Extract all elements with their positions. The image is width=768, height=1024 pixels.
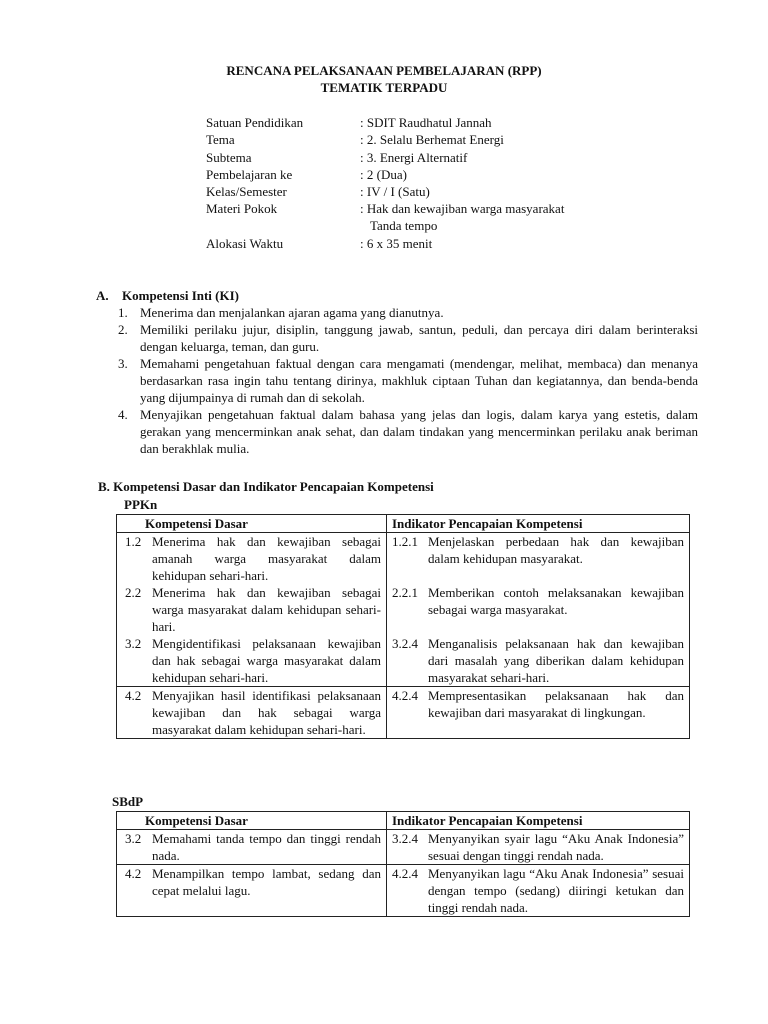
section-a-heading	[96, 287, 698, 304]
info-row	[206, 166, 620, 183]
ipk-text: Menganalisis pelaksanaan hak dan kewajiban dari masalah yang diberikan dalam kehidupan masyarakat sehari-hari.	[428, 636, 684, 685]
info-key: Alokasi Waktu	[206, 236, 284, 252]
column-header-ipk: Indikator Pencapaian Kompetensi	[387, 515, 690, 533]
identity-table	[206, 114, 620, 252]
ipk-cell	[387, 533, 690, 687]
info-row	[206, 114, 620, 131]
section-kompetensi-inti	[96, 287, 698, 457]
column-header-ipk: Indikator Pencapaian Kompetensi	[387, 812, 690, 830]
section-b-heading: B. Kompetensi Dasar dan Indikator Pencapaian Kompetensi	[98, 479, 434, 494]
info-key: Tema	[206, 132, 235, 148]
ppkn-subject-label: PPKn	[124, 497, 158, 512]
ipk-number: 2.2.1	[392, 585, 418, 600]
table-header-row	[117, 515, 690, 533]
info-value: : 2. Selalu Berhemat Energi	[360, 132, 504, 148]
ipk-number: 1.2.1	[392, 534, 418, 549]
table-row	[117, 865, 690, 917]
ipk-number: 3.2.4	[392, 831, 418, 846]
section-a-label: A.	[96, 288, 109, 303]
list-item-text: Menerima dan menjalankan ajaran agama yang dianutnya.	[140, 305, 444, 320]
ipk-text: Menjelaskan perbedaan hak dan kewajiban dalam kehidupan masyarakat.	[428, 534, 684, 566]
kd-number: 1.2	[125, 534, 142, 549]
list-item	[96, 406, 698, 457]
kd-item	[122, 635, 381, 686]
sbdp-table	[116, 811, 690, 917]
kd-text: Menyajikan hasil identifikasi pelaksanaan kewajiban dan hak sebagai warga masyarakat dalam kehidupan sehari-hari.	[152, 688, 381, 737]
ipk-item	[392, 865, 684, 916]
kd-number: 4.2	[125, 688, 142, 703]
list-item-number: 4.	[118, 407, 128, 422]
info-row	[206, 131, 620, 148]
kd-cell	[117, 865, 387, 917]
ipk-text: Menyanyikan lagu “Aku Anak Indonesia” sesuai dengan tempo (sedang) diiringi ketukan dan tinggi rendah nada.	[428, 866, 684, 915]
kd-item	[122, 687, 381, 738]
document-subtitle: TEMATIK TERPADU	[320, 80, 448, 95]
info-value: : IV / I (Satu)	[360, 184, 430, 200]
table-row	[117, 830, 690, 865]
ipk-item	[392, 533, 684, 584]
kd-cell	[117, 830, 387, 865]
info-row	[206, 200, 620, 235]
list-item	[96, 304, 698, 321]
info-value-sub: Tanda tempo	[370, 218, 438, 234]
ipk-item	[392, 830, 684, 864]
ppkn-table	[116, 514, 690, 739]
ipk-number: 3.2.4	[392, 636, 418, 651]
ipk-text: Menyanyikan syair lagu “Aku Anak Indonesia” sesuai dengan tinggi rendah nada.	[428, 831, 684, 863]
kd-number: 3.2	[125, 636, 142, 651]
info-row	[206, 183, 620, 200]
info-value	[360, 200, 620, 235]
ipk-cell	[387, 865, 690, 917]
info-value: : 3. Energi Alternatif	[360, 149, 468, 165]
list-item-number: 2.	[118, 322, 128, 337]
sbdp-subject-label: SBdP	[112, 794, 144, 809]
kd-number: 3.2	[125, 831, 142, 846]
table-header-row	[117, 812, 690, 830]
document-title: RENCANA PELAKSANAAN PEMBELAJARAN (RPP)	[226, 63, 542, 78]
info-key: Satuan Pendidikan	[206, 115, 304, 130]
info-row	[206, 235, 620, 252]
kd-text: Menampilkan tempo lambat, sedang dan cepat melalui lagu.	[152, 866, 381, 898]
ipk-cell	[387, 687, 690, 739]
ipk-text: Mempresentasikan pelaksanaan hak dan kewajiban dari masyarakat di lingkungan.	[428, 688, 684, 720]
ipk-text: Memberikan contoh melaksanakan kewajiban sebagai warga masyarakat.	[428, 585, 684, 617]
info-value: : SDIT Raudhatul Jannah	[360, 115, 492, 130]
ipk-item	[392, 584, 684, 635]
column-header-kd: Kompetensi Dasar	[117, 812, 387, 830]
info-row	[206, 149, 620, 166]
ipk-number: 4.2.4	[392, 688, 418, 703]
kd-item	[122, 865, 381, 899]
ipk-item	[392, 687, 684, 721]
info-key: Subtema	[206, 149, 252, 165]
table-row	[117, 533, 690, 687]
list-item-text: Menyajikan pengetahuan faktual dalam bahasa yang jelas dan logis, dalam karya yang estetis, dalam gerakan yang mencerminkan anak sehat, dan dalam tindakan yang mencerminkan perilaku anak beriman dan berakhlak mulia.	[140, 407, 698, 456]
list-item	[96, 355, 698, 406]
kd-cell	[117, 687, 387, 739]
kd-number: 2.2	[125, 585, 142, 600]
info-value-main: : Hak dan kewajiban warga masyarakat	[360, 201, 565, 217]
info-key: Materi Pokok	[206, 201, 278, 217]
kd-item	[122, 584, 381, 635]
list-item-text: Memiliki perilaku jujur, disiplin, tanggung jawab, santun, peduli, dan percaya diri dalam berinteraksi dengan keluarga, teman, dan guru.	[140, 322, 698, 354]
list-item	[96, 321, 698, 355]
info-value: : 2 (Dua)	[360, 166, 407, 182]
kd-text: Menerima hak dan kewajiban sebagai warga masyarakat dalam kehidupan sehari-hari.	[152, 585, 381, 634]
list-item-number: 1.	[118, 305, 128, 320]
column-header-kd: Kompetensi Dasar	[117, 515, 387, 533]
kd-text: Memahami tanda tempo dan tinggi rendah nada.	[152, 831, 381, 863]
kd-item	[122, 830, 381, 864]
section-a-title: Kompetensi Inti (KI)	[122, 288, 239, 303]
table-row	[117, 687, 690, 739]
kd-item	[122, 533, 381, 584]
kd-cell	[117, 533, 387, 687]
kd-text: Menerima hak dan kewajiban sebagai amanah warga masyarakat dalam kehidupan sehari-hari.	[152, 534, 381, 583]
info-key: Pembelajaran ke	[206, 166, 293, 182]
ki-list	[96, 304, 698, 457]
kd-text: Mengidentifikasi pelaksanaan kewajiban dan hak sebagai warga masyarakat dalam kehidupan sehari-hari.	[152, 636, 381, 685]
list-item-text: Memahami pengetahuan faktual dengan cara mengamati (mendengar, melihat, membaca) dan menanya berdasarkan rasa ingin tahu tentang dirinya, makhluk ciptaan Tuhan dan kegiatannya, dan benda-benda yang dijumpainya di rumah dan di sekolah.	[140, 356, 698, 405]
list-item-number: 3.	[118, 356, 128, 371]
ipk-item	[392, 635, 684, 686]
ipk-cell	[387, 830, 690, 865]
info-value: : 6 x 35 menit	[360, 236, 433, 252]
kd-number: 4.2	[125, 866, 142, 881]
ipk-number: 4.2.4	[392, 866, 418, 881]
info-key: Kelas/Semester	[206, 184, 287, 200]
